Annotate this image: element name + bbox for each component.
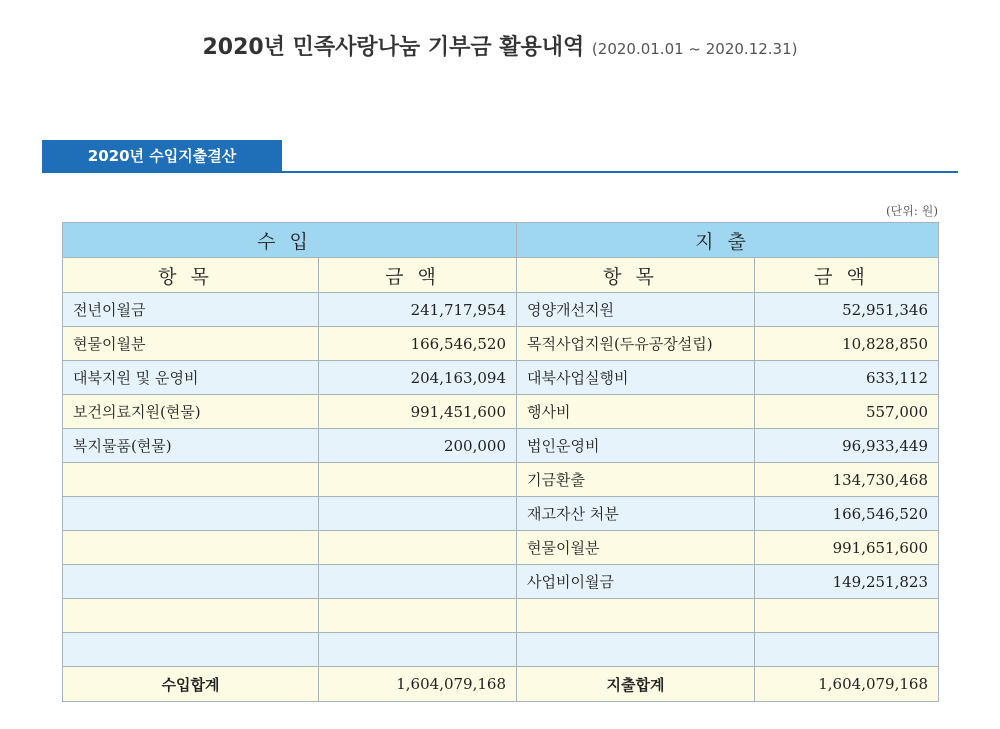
income-item-cell	[63, 497, 319, 531]
expense-amount-cell: 633,112	[755, 361, 939, 395]
expense-header: 지출	[517, 223, 939, 258]
income-total-label: 수입합계	[63, 667, 319, 702]
expense-item-cell: 법인운영비	[517, 429, 755, 463]
expense-amount-cell: 10,828,850	[755, 327, 939, 361]
income-amount-cell	[319, 565, 517, 599]
table-row	[63, 463, 939, 497]
income-amount-cell: 991,451,600	[319, 395, 517, 429]
income-total: 1,604,079,168	[319, 667, 517, 702]
section-divider	[42, 171, 958, 173]
table-row	[63, 429, 939, 463]
expense-item-cell	[517, 633, 755, 667]
table-row	[63, 395, 939, 429]
expense-item-col: 항목	[517, 258, 755, 293]
income-amount-cell	[319, 599, 517, 633]
expense-item-cell: 영양개선지원	[517, 293, 755, 327]
income-item-cell	[63, 531, 319, 565]
table-row	[63, 599, 939, 633]
expense-amount-cell	[755, 599, 939, 633]
income-header: 수입	[63, 223, 517, 258]
income-item-col: 항목	[63, 258, 319, 293]
income-item-cell: 전년이월금	[63, 293, 319, 327]
total-row	[63, 667, 939, 702]
table-row	[63, 531, 939, 565]
table-row	[63, 327, 939, 361]
table-row	[63, 565, 939, 599]
expense-amount-cell: 557,000	[755, 395, 939, 429]
period-text: (2020.01.01 ~ 2020.12.31)	[591, 40, 798, 58]
page-title	[0, 30, 1000, 61]
expense-amount-cell	[755, 633, 939, 667]
table-row	[63, 633, 939, 667]
income-item-cell	[63, 463, 319, 497]
expense-amount-cell: 96,933,449	[755, 429, 939, 463]
income-item-cell	[63, 565, 319, 599]
income-amount-cell	[319, 531, 517, 565]
expense-amount-cell: 52,951,346	[755, 293, 939, 327]
income-item-cell	[63, 599, 319, 633]
income-amount-col: 금액	[319, 258, 517, 293]
income-item-cell: 대북지원 및 운영비	[63, 361, 319, 395]
income-expense-table	[62, 222, 939, 702]
income-amount-cell: 200,000	[319, 429, 517, 463]
expense-item-cell: 재고자산 처분	[517, 497, 755, 531]
expense-amount-cell: 134,730,468	[755, 463, 939, 497]
expense-total-label: 지출합계	[517, 667, 755, 702]
income-item-cell: 보건의료지원(현물)	[63, 395, 319, 429]
income-item-cell: 현물이월분	[63, 327, 319, 361]
expense-amount-cell: 991,651,600	[755, 531, 939, 565]
expense-item-cell: 행사비	[517, 395, 755, 429]
table-row	[63, 497, 939, 531]
income-amount-cell	[319, 497, 517, 531]
title-text: 2020년 민족사랑나눔 기부금 활용내역	[202, 35, 585, 60]
expense-item-cell: 목적사업지원(두유공장설립)	[517, 327, 755, 361]
expense-amount-col: 금액	[755, 258, 939, 293]
unit-label: (단위: 원)	[886, 204, 938, 218]
expense-amount-cell: 149,251,823	[755, 565, 939, 599]
expense-item-cell: 사업비이월금	[517, 565, 755, 599]
income-item-cell: 복지물품(현물)	[63, 429, 319, 463]
expense-item-cell	[517, 599, 755, 633]
table-row	[63, 361, 939, 395]
table-header-row	[63, 223, 939, 258]
expense-amount-cell: 166,546,520	[755, 497, 939, 531]
income-amount-cell	[319, 633, 517, 667]
expense-item-cell: 대북사업실행비	[517, 361, 755, 395]
income-amount-cell: 241,717,954	[319, 293, 517, 327]
income-item-cell	[63, 633, 319, 667]
expense-item-cell: 기금환출	[517, 463, 755, 497]
table-body	[63, 293, 939, 667]
table-row	[63, 293, 939, 327]
income-amount-cell	[319, 463, 517, 497]
table-subheader-row	[63, 258, 939, 293]
income-amount-cell: 204,163,094	[319, 361, 517, 395]
income-amount-cell: 166,546,520	[319, 327, 517, 361]
expense-item-cell: 현물이월분	[517, 531, 755, 565]
expense-total: 1,604,079,168	[755, 667, 939, 702]
section-tab: 2020년 수입지출결산	[42, 140, 282, 172]
